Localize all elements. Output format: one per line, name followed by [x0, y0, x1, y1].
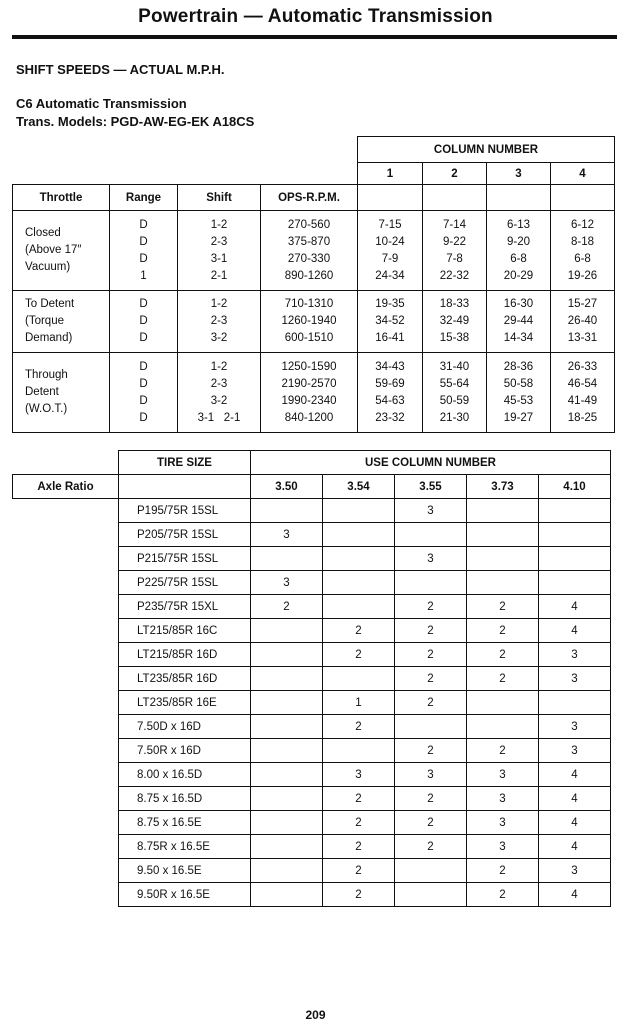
use-column-header: USE COLUMN NUMBER: [251, 451, 611, 475]
column-number-cell: [323, 667, 395, 691]
ratio-header: 4.10: [539, 475, 611, 499]
table-row: [13, 523, 611, 547]
throttle-cell: Through Detent (W.O.T.): [13, 353, 110, 433]
column-number-cell: 3: [467, 763, 539, 787]
column-number-cell: 4: [539, 787, 611, 811]
column-number-cell: 2: [467, 883, 539, 907]
column-number-cell: 4: [539, 595, 611, 619]
tire-size-cell: 8.75R x 16.5E: [119, 835, 251, 859]
column-number-cell: 3: [539, 739, 611, 763]
column-number-cell: [251, 787, 323, 811]
column-number-cell: [323, 739, 395, 763]
ratio-header: 3.55: [395, 475, 467, 499]
section-heading: SHIFT SPEEDS — ACTUAL M.P.H.: [16, 62, 225, 77]
col-num-2: 2: [423, 163, 487, 185]
column-number-cell: 3: [251, 571, 323, 595]
col-num-3: 3: [487, 163, 551, 185]
table-row: [13, 883, 611, 907]
column-number-cell: [251, 691, 323, 715]
column-number-cell: [539, 691, 611, 715]
table-row: Closed (Above 17″ Vacuum) D D D 1 1-2 2-3 3-1 2-1 270-560 375-870 270-330 890-1260 7-15 10-24 7-9 24-34 7-14 9-22 7-8 22-32 6-13 9-20 6-8 20-29 6-12 8-18 6-8 19-26: [13, 211, 615, 291]
column-number-cell: 2: [323, 811, 395, 835]
column-number-cell: 2: [395, 667, 467, 691]
column-number-cell: 4: [539, 835, 611, 859]
column-number-cell: [395, 715, 467, 739]
column-number-cell: [467, 715, 539, 739]
column-number-cell: [467, 523, 539, 547]
column-number-cell: 3: [467, 787, 539, 811]
shift-header: Shift: [178, 185, 261, 211]
column-number-cell: 3: [467, 811, 539, 835]
column-number-cell: 4: [539, 619, 611, 643]
column-number-cell: [251, 499, 323, 523]
table-row: To Detent (Torque Demand) D D D 1-2 2-3 3-2 710-1310 1260-1940 600-1510 19-35 34-52 16-41 18-33 32-49 15-38 16-30 29-44 14-34 15-27 26-40 13-31: [13, 291, 615, 353]
column-number-cell: 2: [395, 691, 467, 715]
tire-size-cell: 8.00 x 16.5D: [119, 763, 251, 787]
tire-size-cell: 9.50 x 16.5E: [119, 859, 251, 883]
tire-size-header: TIRE SIZE: [119, 451, 251, 475]
column-number-cell: 2: [467, 667, 539, 691]
table-row: [13, 811, 611, 835]
col-num-4: 4: [551, 163, 615, 185]
throttle-cell: Closed (Above 17″ Vacuum): [13, 211, 110, 291]
column-number-cell: 3: [539, 643, 611, 667]
column-number-cell: 4: [539, 763, 611, 787]
column-number-cell: [251, 643, 323, 667]
table-row: [13, 499, 611, 523]
column-number-cell: 2: [323, 619, 395, 643]
column-number-cell: 2: [323, 859, 395, 883]
column-number-cell: [467, 691, 539, 715]
column-number-cell: 1: [323, 691, 395, 715]
tire-size-cell: P205/75R 15SL: [119, 523, 251, 547]
ratio-header: 3.50: [251, 475, 323, 499]
axle-ratio-label: Axle Ratio: [13, 475, 119, 499]
tire-size-cell: 8.75 x 16.5E: [119, 811, 251, 835]
table-row: [13, 739, 611, 763]
range-header: Range: [110, 185, 178, 211]
table-row: [13, 763, 611, 787]
tire-size-cell: P215/75R 15SL: [119, 547, 251, 571]
column-number-cell: [467, 499, 539, 523]
ratio-header: 3.73: [467, 475, 539, 499]
column-number-cell: [251, 667, 323, 691]
tire-size-cell: 7.50R x 16D: [119, 739, 251, 763]
table-row: [13, 787, 611, 811]
column-number-cell: [539, 571, 611, 595]
column-number-cell: [539, 523, 611, 547]
column-number-cell: [251, 763, 323, 787]
column-number-cell: 3: [395, 763, 467, 787]
column-number-cell: 2: [467, 619, 539, 643]
column-number-cell: [323, 595, 395, 619]
column-number-cell: [251, 835, 323, 859]
tire-size-cell: P235/75R 15XL: [119, 595, 251, 619]
column-number-cell: 3: [395, 547, 467, 571]
title-rule: [12, 35, 617, 39]
page-number: 209: [305, 1008, 326, 1022]
column-number-cell: 2: [395, 643, 467, 667]
column-number-cell: 3: [251, 523, 323, 547]
column-number-cell: 2: [323, 643, 395, 667]
column-number-cell: 2: [395, 619, 467, 643]
column-number-cell: [251, 739, 323, 763]
rpm-header: OPS-R.P.M.: [261, 185, 358, 211]
tire-size-cell: P225/75R 15SL: [119, 571, 251, 595]
column-number-cell: [251, 883, 323, 907]
table-row: [13, 595, 611, 619]
column-number-cell: 2: [395, 787, 467, 811]
table-row: [13, 547, 611, 571]
column-number-cell: 2: [395, 835, 467, 859]
table-row: [13, 691, 611, 715]
column-number-cell: 2: [467, 739, 539, 763]
shift-speeds-table: [12, 136, 615, 433]
ratio-header: 3.54: [323, 475, 395, 499]
column-number-cell: [251, 547, 323, 571]
column-number-cell: 3: [539, 715, 611, 739]
column-number-cell: [323, 499, 395, 523]
tire-size-cell: 8.75 x 16.5D: [119, 787, 251, 811]
column-number-cell: 2: [467, 595, 539, 619]
column-number-cell: [539, 547, 611, 571]
column-number-cell: 4: [539, 811, 611, 835]
column-number-cell: 4: [539, 883, 611, 907]
table-row: [13, 571, 611, 595]
column-number-cell: [251, 859, 323, 883]
tire-size-cell: LT215/85R 16C: [119, 619, 251, 643]
column-number-cell: 2: [323, 787, 395, 811]
tire-size-table: [12, 450, 611, 907]
col-num-1: 1: [358, 163, 423, 185]
column-number-cell: 2: [395, 595, 467, 619]
tire-size-cell: 7.50D x 16D: [119, 715, 251, 739]
models-heading: Trans. Models: PGD-AW-EG-EK A18CS: [16, 114, 255, 129]
column-number-cell: 3: [467, 835, 539, 859]
column-number-header: COLUMN NUMBER: [358, 137, 615, 163]
column-number-cell: 3: [539, 667, 611, 691]
column-number-cell: 2: [323, 715, 395, 739]
column-number-cell: [467, 571, 539, 595]
tire-size-cell: 9.50R x 16.5E: [119, 883, 251, 907]
column-number-cell: 2: [395, 739, 467, 763]
column-number-cell: [251, 811, 323, 835]
column-number-cell: [251, 619, 323, 643]
column-number-cell: [323, 571, 395, 595]
table-row: [13, 619, 611, 643]
column-number-cell: 2: [323, 835, 395, 859]
throttle-header: Throttle: [13, 185, 110, 211]
column-number-cell: 2: [323, 883, 395, 907]
column-number-cell: [395, 571, 467, 595]
tire-size-cell: P195/75R 15SL: [119, 499, 251, 523]
column-number-cell: 3: [323, 763, 395, 787]
column-number-cell: [323, 547, 395, 571]
table-row: [13, 715, 611, 739]
table-row: [13, 643, 611, 667]
column-number-cell: [323, 523, 395, 547]
throttle-cell: To Detent (Torque Demand): [13, 291, 110, 353]
page-title: Powertrain — Automatic Transmission: [138, 6, 493, 27]
column-number-cell: [395, 883, 467, 907]
column-number-cell: [395, 523, 467, 547]
table-row: [13, 859, 611, 883]
column-number-cell: [251, 715, 323, 739]
table-row: Through Detent (W.O.T.) D D D D 1-2 2-3 3-2 3-1 2-1 1250-1590 2190-2570 1990-2340 840-1200 34-43 59-69 54-63 23-32 31-40 55-64 50-59 21-30 28-36 50-58 45-53 19-27 26-33 46-54 41-49 18-25: [13, 353, 615, 433]
table-row: [13, 835, 611, 859]
tire-size-cell: LT235/85R 16D: [119, 667, 251, 691]
column-number-cell: 2: [395, 811, 467, 835]
tire-size-cell: LT235/85R 16E: [119, 691, 251, 715]
column-number-cell: [395, 859, 467, 883]
column-number-cell: 3: [539, 859, 611, 883]
column-number-cell: 2: [467, 859, 539, 883]
column-number-cell: [539, 499, 611, 523]
column-number-cell: 3: [395, 499, 467, 523]
tire-size-cell: LT215/85R 16D: [119, 643, 251, 667]
transmission-heading: C6 Automatic Transmission: [16, 96, 187, 111]
column-number-cell: 2: [467, 643, 539, 667]
column-number-cell: 2: [251, 595, 323, 619]
column-number-cell: [467, 547, 539, 571]
table-row: [13, 667, 611, 691]
